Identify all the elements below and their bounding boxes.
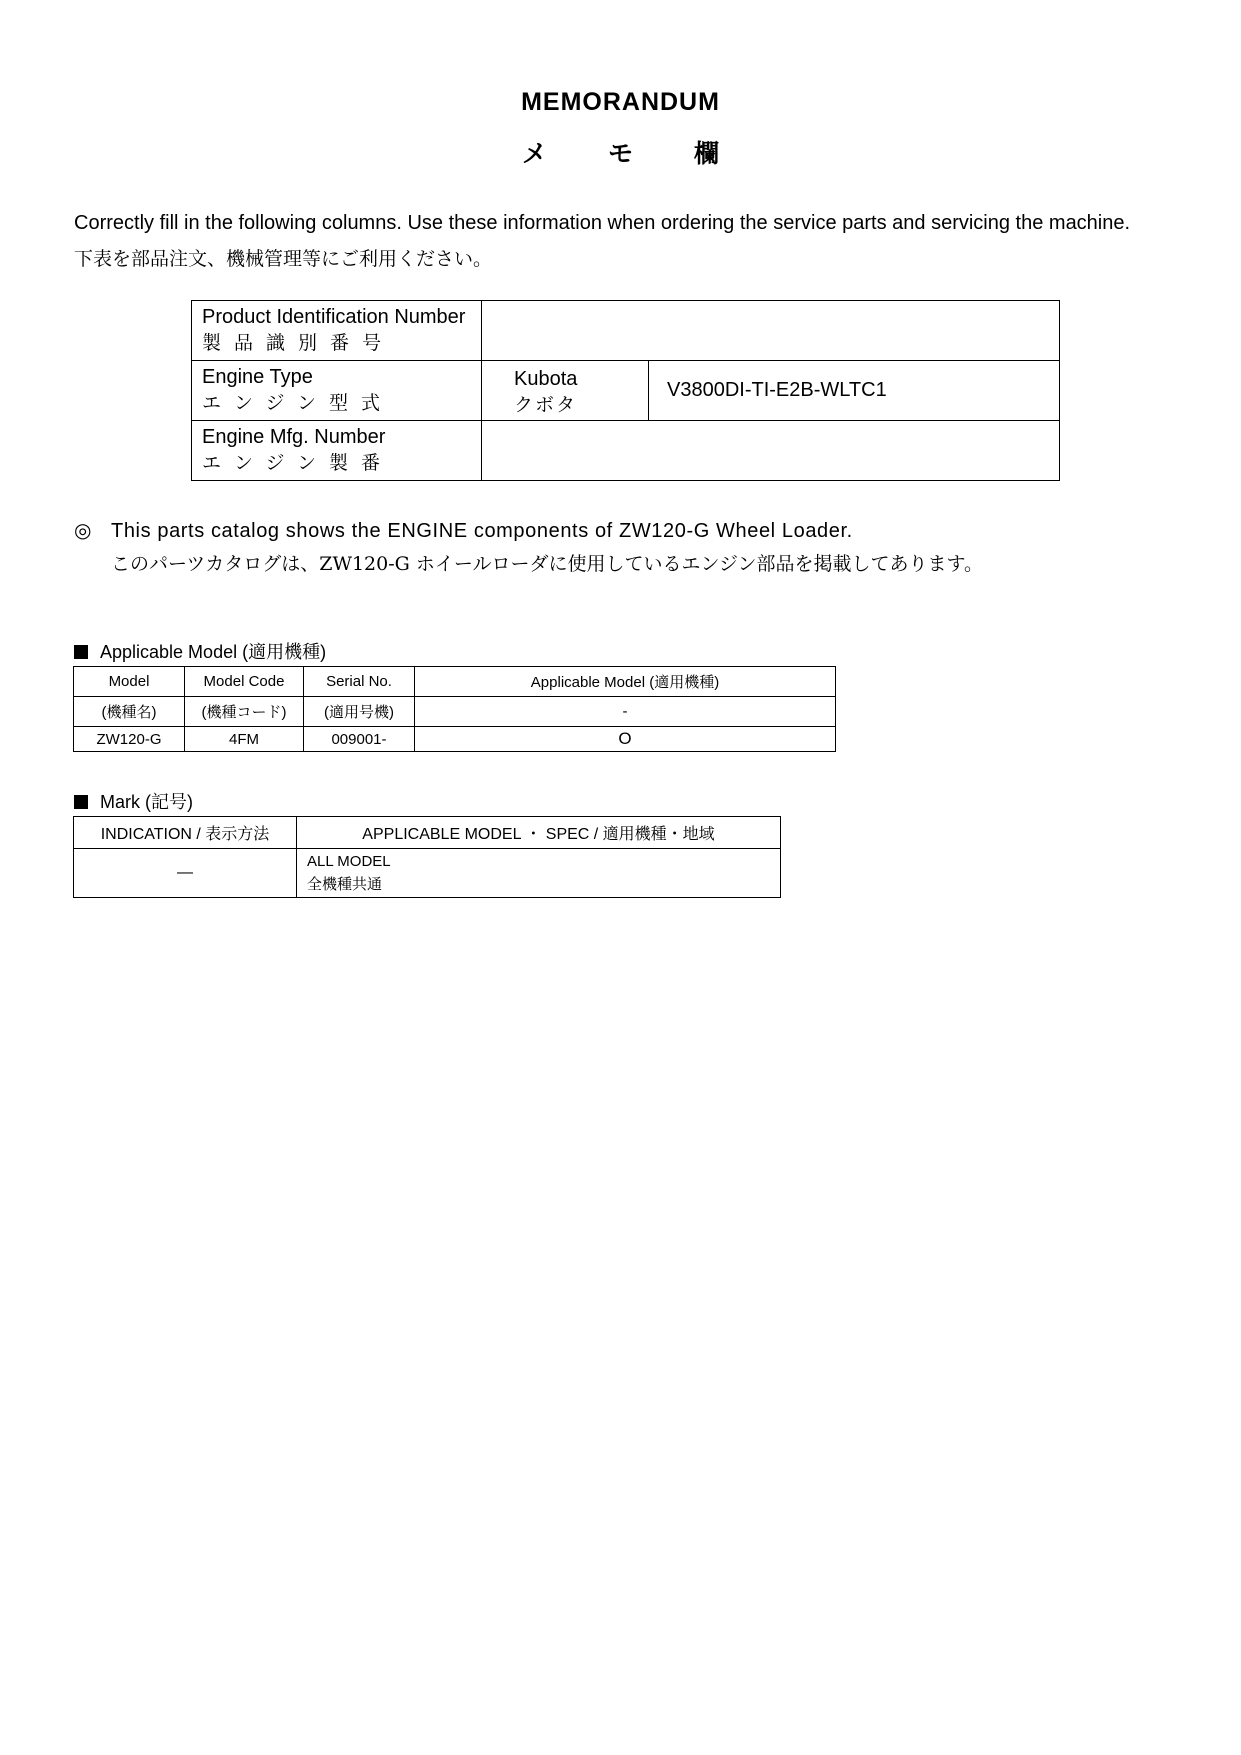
header-applicable: APPLICABLE MODEL ・ SPEC / 適用機種・地域 <box>297 817 781 849</box>
table-header-row <box>74 667 836 697</box>
header-serial: Serial No. <box>304 667 415 697</box>
mark-heading <box>74 788 193 814</box>
product-id-value[interactable] <box>482 301 1060 361</box>
cell-applicable <box>297 849 781 898</box>
applicable-model-table <box>73 666 836 752</box>
memo-row-product-id <box>192 301 1060 361</box>
header-model-jp: (機種名) <box>74 697 185 727</box>
header-model: Model <box>74 667 185 697</box>
instructions-en: Correctly fill in the following columns. Use these information when ordering the service parts and servicing the machine. <box>74 212 1131 234</box>
note-en: This parts catalog shows the ENGINE components of ZW120-G Wheel Loader. <box>111 520 853 542</box>
note-symbol-icon: ◎ <box>74 520 92 542</box>
cell-indication: — <box>74 849 297 898</box>
table-row <box>74 727 836 752</box>
applicable-jp: 全機種共通 <box>307 876 383 893</box>
header-serial-jp: (適用号機) <box>304 697 415 727</box>
applicable-model-heading <box>74 638 326 664</box>
memo-row-engine-mfg <box>192 421 1060 481</box>
page-title-jp <box>0 134 1241 170</box>
heading-text: Applicable Model (適用機種) <box>100 642 327 662</box>
product-id-label <box>192 301 482 361</box>
label-jp: 製品識別番号 <box>202 332 395 354</box>
table-header-row <box>74 817 781 849</box>
header-applicable-sub: - <box>415 697 836 727</box>
title-jp-char: メ <box>522 140 548 168</box>
instructions-jp: 下表を部品注文、機械管理等にご利用ください。 <box>74 248 493 270</box>
label-en: Engine Mfg. Number <box>202 426 386 448</box>
engine-mfg-label <box>192 421 482 481</box>
header-indication: INDICATION / 表示方法 <box>74 817 297 849</box>
label-jp: エンジン型式 <box>202 392 394 414</box>
heading-text: Mark (記号) <box>100 792 193 812</box>
label-jp: エンジン製番 <box>202 452 394 474</box>
cell-serial: 009001- <box>304 727 415 752</box>
title-jp-char: 欄 <box>693 140 719 168</box>
title-jp-char: モ <box>607 140 633 168</box>
page-title: MEMORANDUM <box>521 88 720 116</box>
mark-table <box>73 816 781 898</box>
header-code: Model Code <box>185 667 304 697</box>
cell-code: 4FM <box>185 727 304 752</box>
header-applicable: Applicable Model (適用機種) <box>415 667 836 697</box>
maker-jp: クボタ <box>514 394 578 416</box>
engine-mfg-value[interactable] <box>482 421 1060 481</box>
engine-model: V3800DI-TI-E2B-WLTC1 <box>649 361 1060 421</box>
memo-row-engine-type <box>192 361 1060 421</box>
note-jp: このパーツカタログは、ZW120-G ホイールローダに使用しているエンジン部品を掲載してあります。 <box>111 553 984 575</box>
memo-table <box>191 300 1060 481</box>
engine-maker <box>482 361 649 421</box>
cell-applicable: O <box>415 727 836 752</box>
table-row <box>74 849 781 898</box>
applicable-en: ALL MODEL <box>307 853 391 870</box>
label-en: Product Identification Number <box>202 306 466 328</box>
header-code-jp: (機種コード) <box>185 697 304 727</box>
square-bullet-icon <box>74 795 88 809</box>
square-bullet-icon <box>74 645 88 659</box>
label-en: Engine Type <box>202 366 313 388</box>
table-header-row <box>74 697 836 727</box>
cell-model: ZW120-G <box>74 727 185 752</box>
maker-en: Kubota <box>514 368 578 390</box>
engine-type-label <box>192 361 482 421</box>
